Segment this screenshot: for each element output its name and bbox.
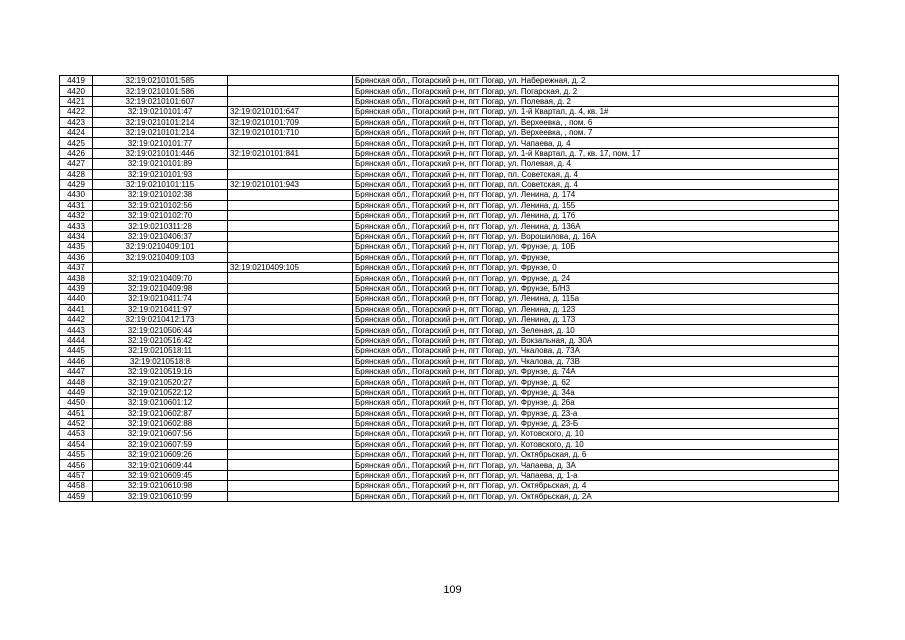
- table-row: [60, 335, 839, 345]
- address-cell: Брянская обл., Погарский р-н, пгт Погар, ул. Ленина, д. 115а: [353, 294, 839, 304]
- address-cell: Брянская обл., Погарский р-н, пгт Погар, ул. Чкалова, д. 73В: [353, 356, 839, 366]
- table-row: [60, 491, 839, 501]
- address-cell: Брянская обл., Погарский р-н, пгт Погар, ул. Ленина, д. 174: [353, 190, 839, 200]
- row-number-cell: 4420: [60, 86, 93, 96]
- address-cell: Брянская обл., Погарский р-н, пгт Погар, ул. Фрунзе,: [353, 252, 839, 262]
- building-cadastral-number-cell: [228, 169, 353, 179]
- row-number-cell: 4455: [60, 450, 93, 460]
- cadastral-number-cell: 32:19:0210101:607: [93, 96, 228, 106]
- cadastral-number-cell: 32:19:0210520:27: [93, 377, 228, 387]
- table-row: [60, 96, 839, 106]
- building-cadastral-number-cell: 32:19:0210101:943: [228, 179, 353, 189]
- table-row: [60, 429, 839, 439]
- registry-body: [60, 76, 839, 502]
- cadastral-number-cell: [93, 263, 228, 273]
- row-number-cell: 4445: [60, 346, 93, 356]
- row-number-cell: 4456: [60, 460, 93, 470]
- row-number-cell: 4453: [60, 429, 93, 439]
- table-row: [60, 169, 839, 179]
- building-cadastral-number-cell: [228, 460, 353, 470]
- address-cell: Брянская обл., Погарский р-н, пгт Погар, ул. Ленина, д. 136А: [353, 221, 839, 231]
- building-cadastral-number-cell: [228, 314, 353, 324]
- cadastral-number-cell: 32:19:0210607:59: [93, 439, 228, 449]
- row-number-cell: 4449: [60, 387, 93, 397]
- building-cadastral-number-cell: [228, 356, 353, 366]
- row-number-cell: 4428: [60, 169, 93, 179]
- row-number-cell: 4434: [60, 231, 93, 241]
- address-cell: Брянская обл., Погарский р-н, пгт Погар, ул. 1-й Квартал, д. 7, кв. 17, пом. 17: [353, 148, 839, 158]
- address-cell: Брянская обл., Погарский р-н, пгт Погар, ул. Ленина, д. 123: [353, 304, 839, 314]
- row-number-cell: 4459: [60, 491, 93, 501]
- table-row: [60, 356, 839, 366]
- table-row: [60, 283, 839, 293]
- address-cell: Брянская обл., Погарский р-н, пгт Погар, ул. Октябрьская, д. 2А: [353, 491, 839, 501]
- table-row: [60, 263, 839, 273]
- building-cadastral-number-cell: [228, 387, 353, 397]
- table-row: [60, 86, 839, 96]
- building-cadastral-number-cell: 32:19:0210101:709: [228, 117, 353, 127]
- address-cell: Брянская обл., Погарский р-н, пгт Погар, ул. Фрунзе, 0: [353, 263, 839, 273]
- row-number-cell: 4432: [60, 211, 93, 221]
- cadastral-number-cell: 32:19:0210102:70: [93, 211, 228, 221]
- address-cell: Брянская обл., Погарский р-н, пгт Погар, ул. Фрунзе, д. 24: [353, 273, 839, 283]
- cadastral-number-cell: 32:19:0210409:101: [93, 242, 228, 252]
- address-cell: Брянская обл., Погарский р-н, пгт Погар, ул. Котовского, д. 10: [353, 439, 839, 449]
- building-cadastral-number-cell: [228, 429, 353, 439]
- building-cadastral-number-cell: [228, 273, 353, 283]
- cadastral-number-cell: 32:19:0210101:93: [93, 169, 228, 179]
- building-cadastral-number-cell: [228, 377, 353, 387]
- row-number-cell: 4457: [60, 470, 93, 480]
- building-cadastral-number-cell: [228, 418, 353, 428]
- cadastral-number-cell: 32:19:0210101:47: [93, 107, 228, 117]
- cadastral-number-cell: 32:19:0210102:56: [93, 200, 228, 210]
- building-cadastral-number-cell: [228, 325, 353, 335]
- cadastral-number-cell: 32:19:0210101:586: [93, 86, 228, 96]
- table-row: [60, 273, 839, 283]
- cadastral-number-cell: 32:19:0210409:98: [93, 283, 228, 293]
- building-cadastral-number-cell: [228, 346, 353, 356]
- cadastral-number-cell: 32:19:0210516:42: [93, 335, 228, 345]
- building-cadastral-number-cell: [228, 231, 353, 241]
- cadastral-number-cell: 32:19:0210609:26: [93, 450, 228, 460]
- address-cell: Брянская обл., Погарский р-н, пгт Погар, ул. Ленина, д. 173: [353, 314, 839, 324]
- cadastral-number-cell: 32:19:0210522:12: [93, 387, 228, 397]
- row-number-cell: 4433: [60, 221, 93, 231]
- address-cell: Брянская обл., Погарский р-н, пгт Погар, пл. Советская, д. 4: [353, 179, 839, 189]
- address-cell: Брянская обл., Погарский р-н, пгт Погар, ул. Октябрьская, д. 4: [353, 481, 839, 491]
- row-number-cell: 4427: [60, 159, 93, 169]
- building-cadastral-number-cell: 32:19:0210409:105: [228, 263, 353, 273]
- table-row: [60, 159, 839, 169]
- address-cell: Брянская обл., Погарский р-н, пгт Погар, ул. Котовского, д. 10: [353, 429, 839, 439]
- row-number-cell: 4426: [60, 148, 93, 158]
- address-cell: Брянская обл., Погарский р-н, пгт Погар, ул. Фрунзе, д. 23-Б: [353, 418, 839, 428]
- address-cell: Брянская обл., Погарский р-н, пгт Погар, ул. Полевая, д. 4: [353, 159, 839, 169]
- building-cadastral-number-cell: [228, 439, 353, 449]
- table-row: [60, 138, 839, 148]
- cadastral-number-cell: 32:19:0210311:28: [93, 221, 228, 231]
- row-number-cell: 4444: [60, 335, 93, 345]
- table-row: [60, 127, 839, 137]
- cadastral-number-cell: 32:19:0210101:214: [93, 127, 228, 137]
- cadastral-number-cell: 32:19:0210602:88: [93, 418, 228, 428]
- building-cadastral-number-cell: [228, 138, 353, 148]
- cadastral-number-cell: 32:19:0210518:8: [93, 356, 228, 366]
- building-cadastral-number-cell: 32:19:0210101:647: [228, 107, 353, 117]
- cadastral-number-cell: 32:19:0210406:37: [93, 231, 228, 241]
- address-cell: Брянская обл., Погарский р-н, пгт Погар, ул. Фрунзе, д. 26а: [353, 398, 839, 408]
- table-row: [60, 470, 839, 480]
- cadastral-number-cell: 32:19:0210601:12: [93, 398, 228, 408]
- cadastral-number-cell: 32:19:0210610:98: [93, 481, 228, 491]
- cadastral-number-cell: 32:19:0210411:97: [93, 304, 228, 314]
- cadastral-number-cell: 32:19:0210101:77: [93, 138, 228, 148]
- row-number-cell: 4439: [60, 283, 93, 293]
- row-number-cell: 4431: [60, 200, 93, 210]
- table-row: [60, 211, 839, 221]
- building-cadastral-number-cell: [228, 96, 353, 106]
- building-cadastral-number-cell: [228, 481, 353, 491]
- table-row: [60, 148, 839, 158]
- table-row: [60, 346, 839, 356]
- row-number-cell: 4437: [60, 263, 93, 273]
- row-number-cell: 4458: [60, 481, 93, 491]
- address-cell: Брянская обл., Погарский р-н, пгт Погар, ул. Чапаева, д. 1-а: [353, 470, 839, 480]
- table-row: [60, 398, 839, 408]
- building-cadastral-number-cell: 32:19:0210101:841: [228, 148, 353, 158]
- building-cadastral-number-cell: [228, 366, 353, 376]
- building-cadastral-number-cell: [228, 304, 353, 314]
- address-cell: Брянская обл., Погарский р-н, пгт Погар, ул. Ленина, д. 176: [353, 211, 839, 221]
- address-cell: Брянская обл., Погарский р-н, пгт Погар, ул. Чкалова, д. 73А: [353, 346, 839, 356]
- table-row: [60, 408, 839, 418]
- row-number-cell: 4424: [60, 127, 93, 137]
- table-row: [60, 481, 839, 491]
- building-cadastral-number-cell: [228, 190, 353, 200]
- table-row: [60, 190, 839, 200]
- cadastral-number-cell: 32:19:0210101:446: [93, 148, 228, 158]
- building-cadastral-number-cell: [228, 76, 353, 86]
- address-cell: Брянская обл., Погарский р-н, пгт Погар, ул. Фрунзе, д. 10Б: [353, 242, 839, 252]
- table-row: [60, 294, 839, 304]
- row-number-cell: 4429: [60, 179, 93, 189]
- row-number-cell: 4451: [60, 408, 93, 418]
- building-cadastral-number-cell: [228, 283, 353, 293]
- building-cadastral-number-cell: [228, 294, 353, 304]
- table-row: [60, 179, 839, 189]
- building-cadastral-number-cell: [228, 252, 353, 262]
- address-cell: Брянская обл., Погарский р-н, пгт Погар, ул. Полевая, д. 2: [353, 96, 839, 106]
- address-cell: Брянская обл., Погарский р-н, пгт Погар, ул. Верхеевка, , пом. 7: [353, 127, 839, 137]
- row-number-cell: 4443: [60, 325, 93, 335]
- address-cell: Брянская обл., Погарский р-н, пгт Погар, ул. Верхеевка, , пом. 6: [353, 117, 839, 127]
- building-cadastral-number-cell: [228, 450, 353, 460]
- cadastral-number-cell: 32:19:0210412:173: [93, 314, 228, 324]
- building-cadastral-number-cell: [228, 398, 353, 408]
- address-cell: Брянская обл., Погарский р-н, пгт Погар, ул. Фрунзе, д. 34а: [353, 387, 839, 397]
- address-cell: Брянская обл., Погарский р-н, пгт Погар, ул. 1-й Квартал, д. 4, кв. 1#: [353, 107, 839, 117]
- row-number-cell: 4422: [60, 107, 93, 117]
- address-cell: Брянская обл., Погарский р-н, пгт Погар, пл. Советская, д. 4: [353, 169, 839, 179]
- cadastral-number-cell: 32:19:0210609:44: [93, 460, 228, 470]
- address-cell: Брянская обл., Погарский р-н, пгт Погар, ул. Погарская, д. 2: [353, 86, 839, 96]
- address-cell: Брянская обл., Погарский р-н, пгт Погар, ул. Фрунзе, д. 74А: [353, 366, 839, 376]
- address-cell: Брянская обл., Погарский р-н, пгт Погар, ул. Вокзальная, д. 30А: [353, 335, 839, 345]
- row-number-cell: 4425: [60, 138, 93, 148]
- table-row: [60, 450, 839, 460]
- cadastral-number-cell: 32:19:0210602:87: [93, 408, 228, 418]
- address-cell: Брянская обл., Погарский р-н, пгт Погар, ул. Чапаева, д. 4: [353, 138, 839, 148]
- address-cell: Брянская обл., Погарский р-н, пгт Погар, ул. Ворошилова, д. 16А: [353, 231, 839, 241]
- address-cell: Брянская обл., Погарский р-н, пгт Погар, ул. Фрунзе, д. 62: [353, 377, 839, 387]
- row-number-cell: 4438: [60, 273, 93, 283]
- row-number-cell: 4441: [60, 304, 93, 314]
- table-row: [60, 304, 839, 314]
- row-number-cell: 4436: [60, 252, 93, 262]
- cadastral-number-cell: 32:19:0210610:99: [93, 491, 228, 501]
- building-cadastral-number-cell: 32:19:0210101:710: [228, 127, 353, 137]
- row-number-cell: 4442: [60, 314, 93, 324]
- building-cadastral-number-cell: [228, 335, 353, 345]
- table-row: [60, 221, 839, 231]
- cadastral-number-cell: 32:19:0210101:115: [93, 179, 228, 189]
- table-row: [60, 314, 839, 324]
- table-row: [60, 231, 839, 241]
- cadastral-number-cell: 32:19:0210607:56: [93, 429, 228, 439]
- building-cadastral-number-cell: [228, 491, 353, 501]
- cadastral-number-cell: 32:19:0210518:11: [93, 346, 228, 356]
- cadastral-number-cell: 32:19:0210609:45: [93, 470, 228, 480]
- address-cell: Брянская обл., Погарский р-н, пгт Погар, ул. Октябрьская, д. 6: [353, 450, 839, 460]
- row-number-cell: 4448: [60, 377, 93, 387]
- table-row: [60, 107, 839, 117]
- address-cell: Брянская обл., Погарский р-н, пгт Погар, ул. Зеленая, д. 10: [353, 325, 839, 335]
- cadastral-number-cell: 32:19:0210101:214: [93, 117, 228, 127]
- row-number-cell: 4452: [60, 418, 93, 428]
- table-row: [60, 200, 839, 210]
- cadastral-number-cell: 32:19:0210102:38: [93, 190, 228, 200]
- table-row: [60, 418, 839, 428]
- cadastral-number-cell: 32:19:0210101:585: [93, 76, 228, 86]
- building-cadastral-number-cell: [228, 470, 353, 480]
- building-cadastral-number-cell: [228, 408, 353, 418]
- address-cell: Брянская обл., Погарский р-н, пгт Погар, ул. Чапаева, д. 3А: [353, 460, 839, 470]
- address-cell: Брянская обл., Погарский р-н, пгт Погар, ул. Фрунзе, Б/Н3: [353, 283, 839, 293]
- row-number-cell: 4435: [60, 242, 93, 252]
- table-row: [60, 252, 839, 262]
- cadastral-number-cell: 32:19:0210506:44: [93, 325, 228, 335]
- building-cadastral-number-cell: [228, 159, 353, 169]
- table-row: [60, 76, 839, 86]
- table-row: [60, 325, 839, 335]
- cadastral-number-cell: 32:19:0210409:103: [93, 252, 228, 262]
- building-cadastral-number-cell: [228, 86, 353, 96]
- address-cell: Брянская обл., Погарский р-н, пгт Погар, ул. Ленина, д. 155: [353, 200, 839, 210]
- row-number-cell: 4421: [60, 96, 93, 106]
- row-number-cell: 4454: [60, 439, 93, 449]
- building-cadastral-number-cell: [228, 200, 353, 210]
- address-cell: Брянская обл., Погарский р-н, пгт Погар, ул. Набережная, д. 2: [353, 76, 839, 86]
- table-row: [60, 387, 839, 397]
- cadastral-number-cell: 32:19:0210519:16: [93, 366, 228, 376]
- cadastral-number-cell: 32:19:0210409:70: [93, 273, 228, 283]
- address-cell: Брянская обл., Погарский р-н, пгт Погар, ул. Фрунзе, д. 23-а: [353, 408, 839, 418]
- row-number-cell: 4440: [60, 294, 93, 304]
- table-row: [60, 439, 839, 449]
- table-row: [60, 366, 839, 376]
- registry-table: [59, 75, 839, 502]
- cadastral-number-cell: 32:19:0210411:74: [93, 294, 228, 304]
- building-cadastral-number-cell: [228, 211, 353, 221]
- row-number-cell: 4446: [60, 356, 93, 366]
- table-row: [60, 242, 839, 252]
- row-number-cell: 4423: [60, 117, 93, 127]
- row-number-cell: 4447: [60, 366, 93, 376]
- building-cadastral-number-cell: [228, 221, 353, 231]
- table-row: [60, 460, 839, 470]
- row-number-cell: 4419: [60, 76, 93, 86]
- building-cadastral-number-cell: [228, 242, 353, 252]
- row-number-cell: 4450: [60, 398, 93, 408]
- table-row: [60, 377, 839, 387]
- table-row: [60, 117, 839, 127]
- page-number: 109: [443, 584, 462, 596]
- cadastral-number-cell: 32:19:0210101:89: [93, 159, 228, 169]
- row-number-cell: 4430: [60, 190, 93, 200]
